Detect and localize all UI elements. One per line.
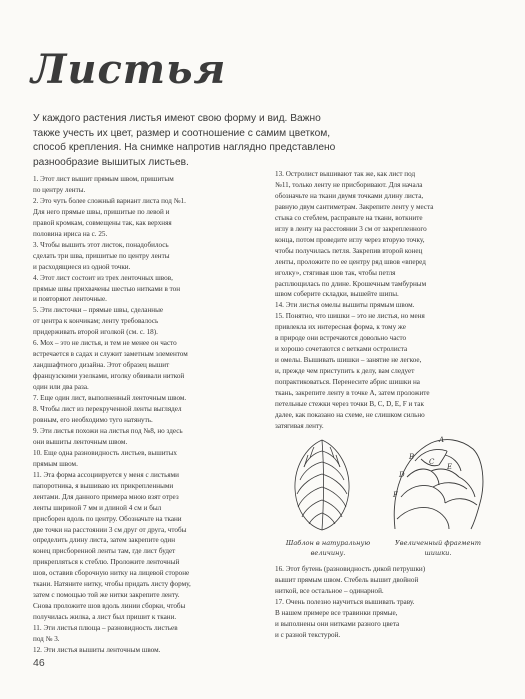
text-line: ткань, закрепите ленту в точке А, затем проложите bbox=[275, 389, 430, 398]
text-line: ткани. Натяните нитку, чтобы придать листу форму, bbox=[33, 580, 191, 589]
text-line: по центру ленты. bbox=[33, 185, 86, 194]
text-line: и с разной текстурой. bbox=[275, 630, 341, 639]
text-line: получилась жилка, а лист был пришит к ткани. bbox=[33, 613, 177, 622]
fragment-label-a: A bbox=[439, 436, 445, 444]
text-line: прикрепляться к стеблю. Проложите ленточный bbox=[33, 558, 180, 567]
text-line: 10. Еще одна разновидность листьев, вышитых bbox=[33, 448, 177, 457]
text-line: иголку», стягивая шов так, чтобы петля bbox=[275, 268, 396, 277]
text-line: 3. Чтобы вышить этот листок, понадобилось bbox=[33, 240, 169, 249]
fragment-caption bbox=[390, 538, 486, 558]
text-line: 2. Это чуть более сложный вариант листа под №1. bbox=[33, 196, 186, 205]
page-title: Листья bbox=[31, 46, 227, 93]
fragment-label-c: C bbox=[429, 458, 435, 466]
text-line: под № 3. bbox=[33, 635, 60, 644]
page-number: 46 bbox=[33, 657, 45, 669]
fragment-label-b: B bbox=[409, 453, 415, 461]
text-line: 1. Этот лист вышит прямым швом, пришитым bbox=[33, 175, 174, 183]
caption-line: Увеличенный фрагмент bbox=[395, 539, 481, 547]
text-line: 6. Мох – это не листья, и тем не менее он часто bbox=[33, 339, 177, 348]
text-line: 17. Очень полезно научиться вышивать траву. bbox=[275, 597, 415, 606]
text-line: петельные стежки через точки В, С, D, E, F и так bbox=[275, 400, 424, 409]
intro-line: также учесть их цвет, размер и соотношение с самим цветком, bbox=[33, 127, 331, 139]
text-line: ровным, его необходимо туго натянуть. bbox=[33, 415, 153, 424]
text-line: половина ириса на с. 25. bbox=[33, 229, 108, 238]
text-line: в природе они встречаются довольно часто bbox=[275, 334, 407, 343]
text-line: вышит прямым швом. Стебель вышит двойной bbox=[275, 575, 419, 584]
text-line: шов, оставив сборочную нитку на лицевой стороне bbox=[33, 569, 190, 578]
text-line: определить длину листа, затем закрепите один bbox=[33, 536, 176, 545]
caption-line: Шаблон в натуральную bbox=[285, 539, 371, 547]
right-column-text bbox=[275, 169, 503, 432]
text-line: 11. Эти листья плюща – разновидность листьев bbox=[33, 624, 178, 633]
text-line: и повторяют ленточные. bbox=[33, 295, 107, 304]
text-line: иглу в ленту на расстоянии 3 см от закрепленного bbox=[275, 224, 427, 233]
intro-paragraph bbox=[33, 112, 413, 170]
text-line: Снова проложите шов вдоль линии сборки, чтобы bbox=[33, 602, 186, 611]
text-line: привлекла их интересная форма, к тому же bbox=[275, 323, 406, 332]
text-line: от центра к кончикам; ленту требовалось bbox=[33, 317, 159, 326]
text-line: 13. Остролист вышивают так же, как лист под bbox=[275, 170, 416, 178]
text-line: правой кромкам, совмещены так, как верхняя bbox=[33, 218, 172, 227]
text-line: и расходящиеся из одной точки. bbox=[33, 262, 131, 271]
text-line: прямым швом. bbox=[33, 459, 78, 468]
text-line: 9. Эти листья похожи на листья под №8, но здесь bbox=[33, 426, 183, 435]
cone-fragment-illustration bbox=[387, 433, 487, 531]
text-line: и выполнены они нитками разного цвета bbox=[275, 619, 400, 628]
text-line: присборен вдоль по центру. Обозначьте на ткани bbox=[33, 514, 182, 523]
text-line: ленты шириной 7 мм и длиной 4 см и был bbox=[33, 503, 162, 512]
text-line: чтобы получилась петля. Закрепив второй конец bbox=[275, 246, 423, 255]
text-line: конца, потом проведите иглу через вторую точку, bbox=[275, 235, 425, 244]
text-line: один или два раза. bbox=[33, 383, 89, 392]
text-line: равную двум сантиметрам. Закрепите ленту у места bbox=[275, 202, 434, 211]
text-line: 15. Понятно, что шишки – это не листья, но меня bbox=[275, 312, 425, 321]
text-line: лентами. Для данного примера мною взят отрез bbox=[33, 492, 179, 501]
intro-line: разнообразие вышитых листьев. bbox=[33, 156, 189, 168]
caption-line: шишки. bbox=[424, 549, 452, 557]
text-line: 7. Еще один лист, выполненный ленточным швом. bbox=[33, 394, 187, 403]
text-line: французскими узелками, иголку обвивали ниткой bbox=[33, 372, 185, 381]
right-column-bottom-text bbox=[275, 564, 503, 641]
caption-line: величину. bbox=[310, 549, 346, 557]
text-line: ниткой, все остальное – одинарной. bbox=[275, 586, 384, 595]
fragment-label-e: E bbox=[447, 463, 453, 471]
text-line: швом соберите складки, вышейте шипы. bbox=[275, 290, 399, 299]
text-line: папоротника, я вышиваю их прикрепленными bbox=[33, 481, 174, 490]
text-line: встречается в садах и служит заметным элементом bbox=[33, 350, 188, 359]
intro-line: способ крепления. На снимке напротив наглядно представлено bbox=[33, 142, 336, 154]
pine-cone-template-illustration bbox=[290, 437, 354, 533]
fragment-label-d: D bbox=[399, 471, 405, 479]
text-line: 11. Эта форма ассоциируется у меня с листьями bbox=[33, 470, 179, 479]
text-line: 12. Эти листья вышиты ленточным швом. bbox=[33, 645, 161, 654]
fragment-label-f: F bbox=[393, 491, 398, 499]
text-line: 16. Этот бутень (разновидность дикой петрушки) bbox=[275, 565, 426, 573]
text-line: расплющилась по длине. Крошечным тамбурным bbox=[275, 279, 427, 288]
cone-caption bbox=[282, 538, 374, 558]
text-line: Для него прямые швы, пришитые по левой и bbox=[33, 207, 170, 216]
text-line: №11, только ленту не присборивают. Для начала bbox=[275, 180, 423, 189]
text-line: и омелы. Вышивать шишки – занятие не легкое, bbox=[275, 356, 422, 365]
intro-line: У каждого растения листья имеют свою форму и вид. Важно bbox=[33, 113, 321, 124]
text-line: и хорошо сочетаются с ветками остролиста bbox=[275, 345, 408, 354]
text-line: сделать три шва, пришитые по центру ленты bbox=[33, 251, 170, 260]
text-line: они вышиты ленточным швом. bbox=[33, 437, 128, 446]
text-line: и, прежде чем приступить к делу, вам следует bbox=[275, 367, 415, 376]
text-line: 4. Этот лист состоит из трех ленточных швов, bbox=[33, 273, 173, 282]
left-column-text bbox=[33, 174, 269, 656]
text-line: попрактиковаться. Перенесите абрис шишки на bbox=[275, 378, 420, 387]
text-line: 8. Чтобы лист из перекрученной ленты выглядел bbox=[33, 405, 182, 414]
text-line: затем с помощью той же нитки закрепите ленту. bbox=[33, 591, 180, 600]
text-line: далее, как показано на схеме, не слишком сильно bbox=[275, 410, 425, 419]
text-line: стыка со стеблем, расправьте на ткани, воткните bbox=[275, 213, 423, 222]
text-line: конец присборенной ленты там, где лист будет bbox=[33, 547, 176, 556]
text-line: 14. Эти листья омелы вышиты прямым швом. bbox=[275, 301, 415, 310]
text-line: затягивая ленту. bbox=[275, 421, 324, 430]
text-line: 5. Эти листочки – прямые швы, сделанные bbox=[33, 306, 164, 315]
text-line: ленты, проложите по ее центру ряд швов «вперед bbox=[275, 257, 426, 266]
text-line: ландшафтного дизайна. Этот образец вышит bbox=[33, 361, 170, 370]
text-line: прямые швы прихвачены шестью нитками в тон bbox=[33, 284, 181, 293]
text-line: обозначьте на ткани двумя точками длину листа, bbox=[275, 191, 424, 200]
text-line: В нашем примере все травинки прямые, bbox=[275, 608, 398, 617]
text-line: две точки на расстоянии 3 см друг от друга, чтобы bbox=[33, 525, 187, 534]
text-line: придерживать второй иголкой (см. с. 18). bbox=[33, 328, 158, 337]
